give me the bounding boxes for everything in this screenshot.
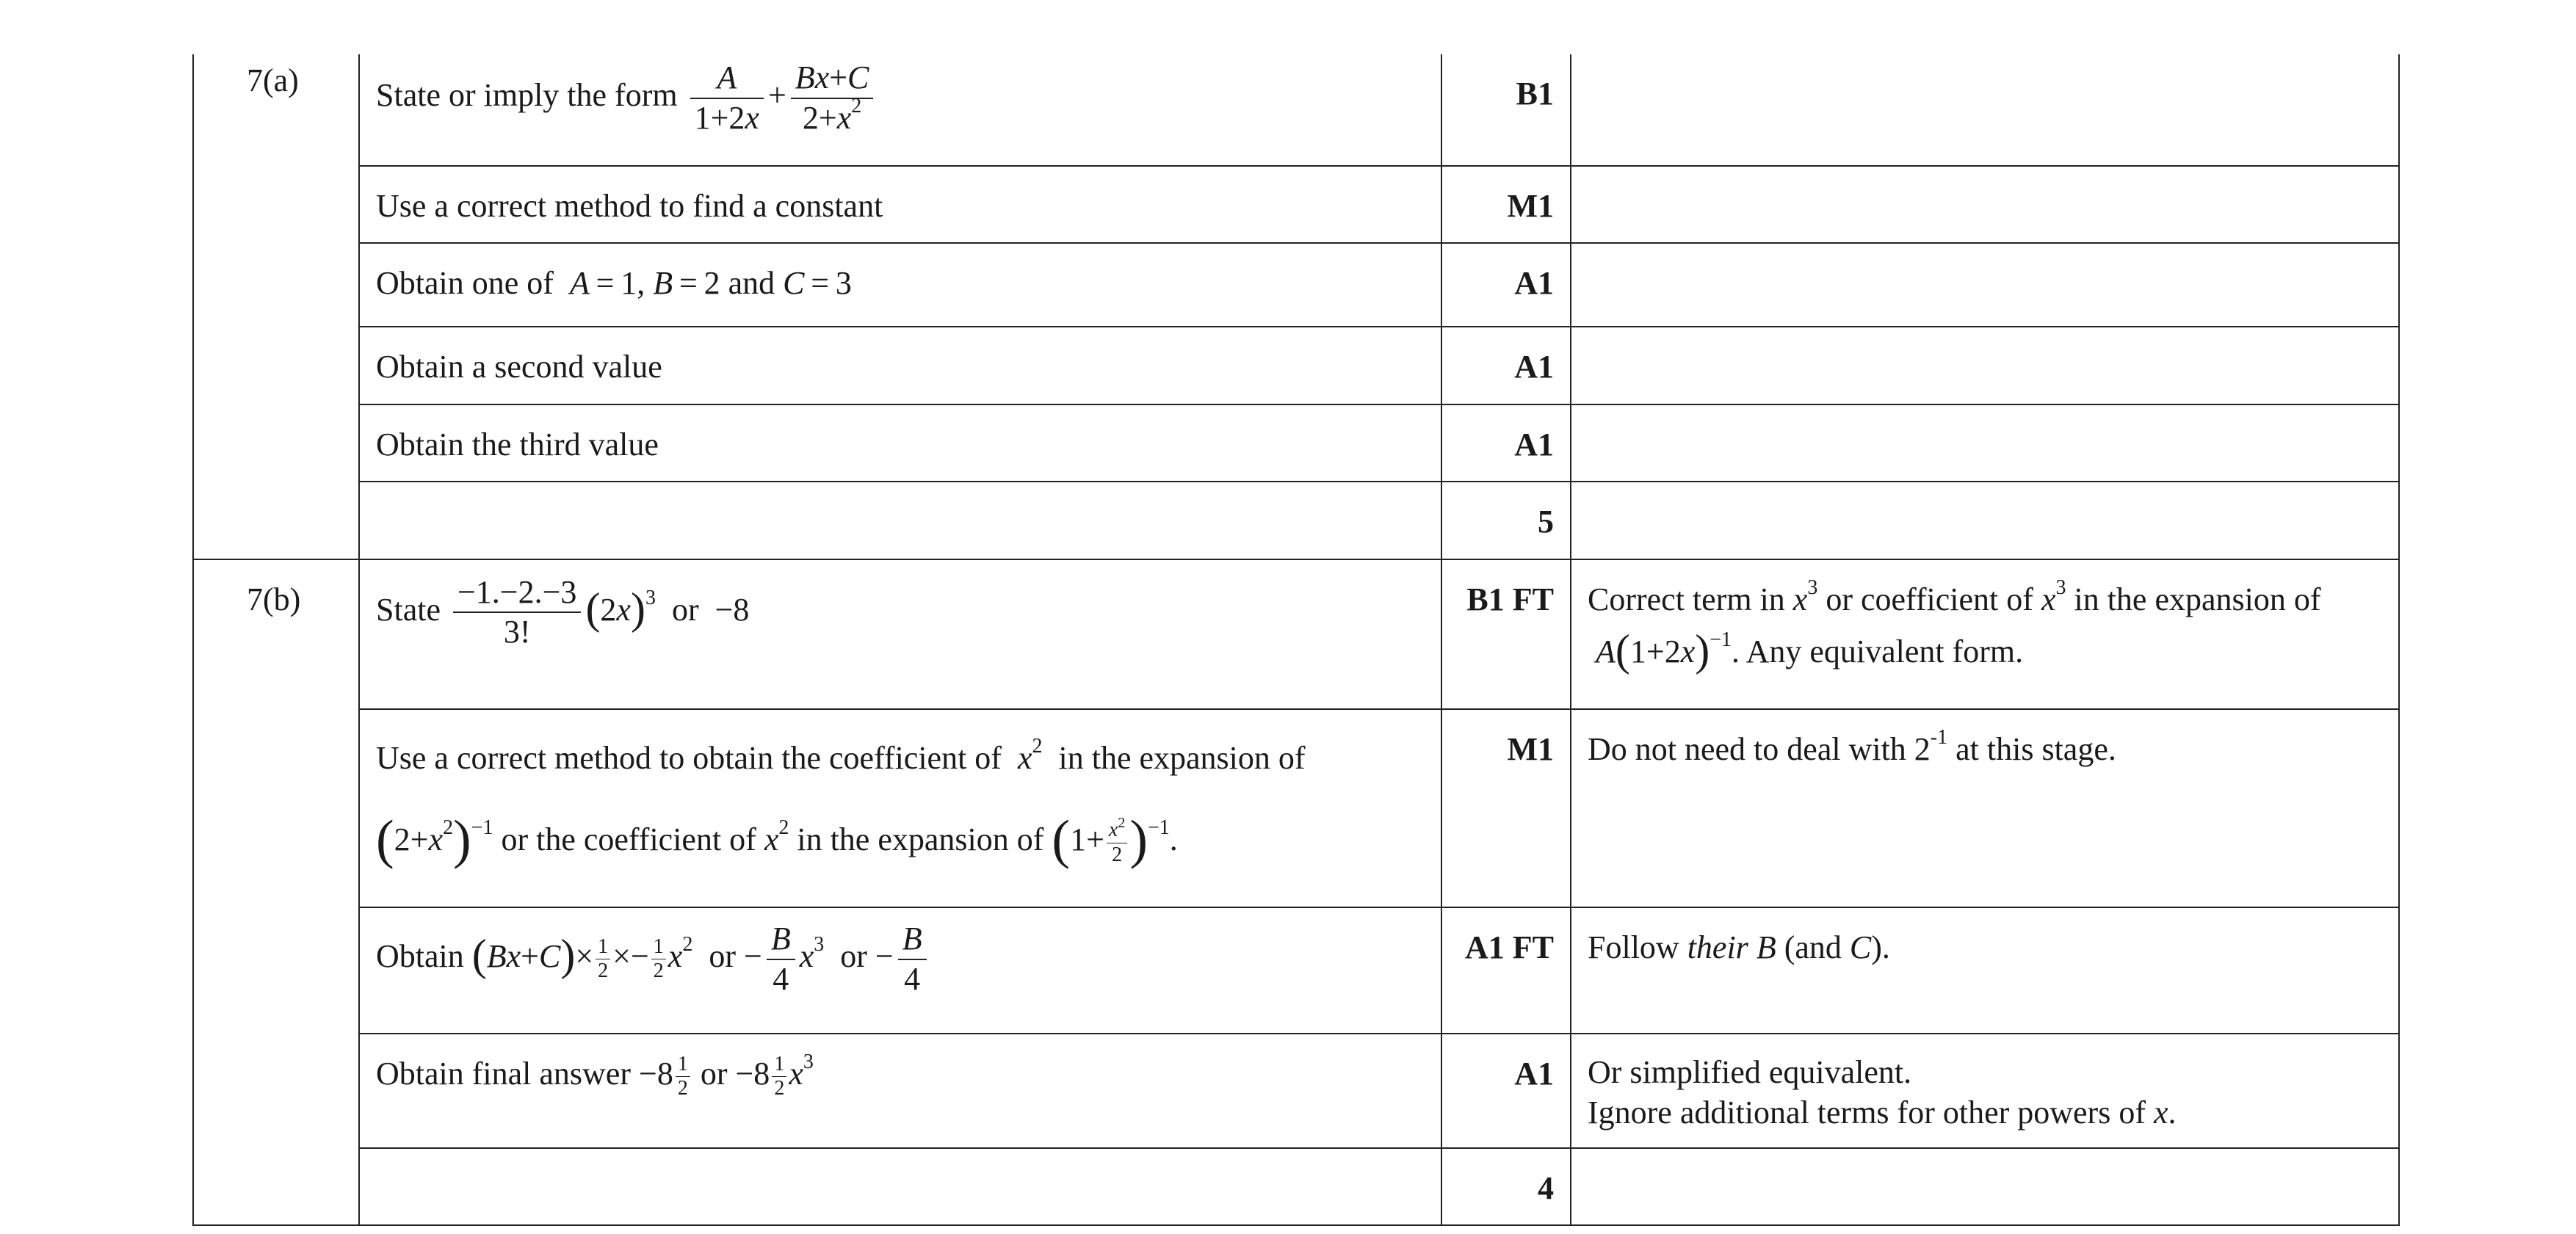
guidance-cell: Do not need to deal with $2^{-1}$ at this stage.	[1571, 709, 2399, 907]
answer-cell: State or imply the form $\frac{A}{1+2x}$ + $\frac{Bx+C}{2+x^2}$	[359, 54, 1441, 166]
answer-cell: Obtain a second value	[359, 327, 1441, 404]
answer-cell: Use a correct method to obtain the coefficient of $x^2$ in the expansion of $(2+x^2)^{-1}$ or the coefficient of $x^2$ in the expansion of (1+ $\frac{x^2}{2}$ )$^{-1}$.	[359, 709, 1441, 907]
mark-cell: A1	[1441, 404, 1571, 482]
answer-cell: Obtain the third value	[359, 404, 1441, 482]
table-row	[193, 327, 2399, 404]
table-row	[193, 166, 2399, 243]
answer-text: State or imply the form	[376, 76, 678, 113]
answer-cell: Obtain one of A = 1, B = 2 and C = 3	[359, 243, 1441, 327]
table-row	[193, 907, 2399, 1034]
mark-cell: B1 FT	[1441, 559, 1571, 709]
answer-cell: Obtain final answer −8 $\frac{1}{2}$ or −8 $\frac{1}{2}$ $x^3$	[359, 1034, 1441, 1148]
table-row	[193, 243, 2399, 327]
total-marks-7b: 4	[1441, 1148, 1571, 1225]
fraction-bx-plus-c-over-2-plus-x2: $\frac{Bx+C}{2+x^2}$	[791, 59, 874, 138]
answer-cell: State $\frac{-1.-2.-3}{3!}$ $(2x)^3$ or −8	[359, 559, 1441, 709]
mark-cell: B1	[1441, 54, 1571, 166]
guidance-cell	[1571, 166, 2399, 243]
table-row	[193, 54, 2399, 166]
guidance-cell: Follow their B (and C).	[1571, 907, 2399, 1034]
mark-cell: A1 FT	[1441, 907, 1571, 1034]
fraction-x2-over-2: $\frac{x^2}{2}$	[1107, 819, 1127, 866]
table-row-total	[193, 1148, 2399, 1225]
answer-cell-empty	[359, 1148, 1441, 1225]
mark-cell: A1	[1441, 243, 1571, 327]
question-label-7a: 7(a)	[193, 54, 359, 559]
guidance-cell	[1571, 54, 2399, 166]
table-row	[193, 709, 2399, 907]
guidance-cell	[1571, 243, 2399, 327]
guidance-cell	[1571, 404, 2399, 482]
guidance-cell: Or simplified equivalent. Ignore additional terms for other powers of x.	[1571, 1034, 2399, 1148]
mark-scheme-sheet	[192, 54, 2398, 1226]
mark-scheme-table	[192, 54, 2400, 1226]
table-row-total	[193, 482, 2399, 559]
guidance-cell-empty	[1571, 1148, 2399, 1225]
answer-cell-empty	[359, 482, 1441, 559]
mark-cell: A1	[1441, 1034, 1571, 1148]
mark-cell: M1	[1441, 166, 1571, 243]
fraction-b-over-4: $\frac{B}{4}$	[767, 920, 795, 999]
mark-cell: M1	[1441, 709, 1571, 907]
mark-cell: A1	[1441, 327, 1571, 404]
answer-cell: Use a correct method to find a constant	[359, 166, 1441, 243]
table-row	[193, 404, 2399, 482]
table-row	[193, 559, 2399, 709]
guidance-cell-empty	[1571, 482, 2399, 559]
answer-cell: Obtain (Bx+C)× $\frac{1}{2}$ ×− $\frac{1}{2}$ $x^2$ or − $\frac{B}{4}$ $x^3$ or − $\frac{B}{4}$	[359, 907, 1441, 1034]
guidance-cell	[1571, 327, 2399, 404]
fraction-product-over-3-factorial: $\frac{-1.-2.-3}{3!}$	[453, 573, 581, 653]
guidance-cell: Correct term in $x^3$ or coefficient of $x^3$ in the expansion of $A(1+2x)^{-1}$. Any equivalent form.	[1571, 559, 2399, 709]
total-marks-7a: 5	[1441, 482, 1571, 559]
fraction-a-over-1-plus-2x: $\frac{A}{1+2x}$	[690, 59, 764, 138]
table-row	[193, 1034, 2399, 1148]
question-label-7b: 7(b)	[193, 559, 359, 1226]
fraction-b-over-4: $\frac{B}{4}$	[898, 920, 927, 999]
